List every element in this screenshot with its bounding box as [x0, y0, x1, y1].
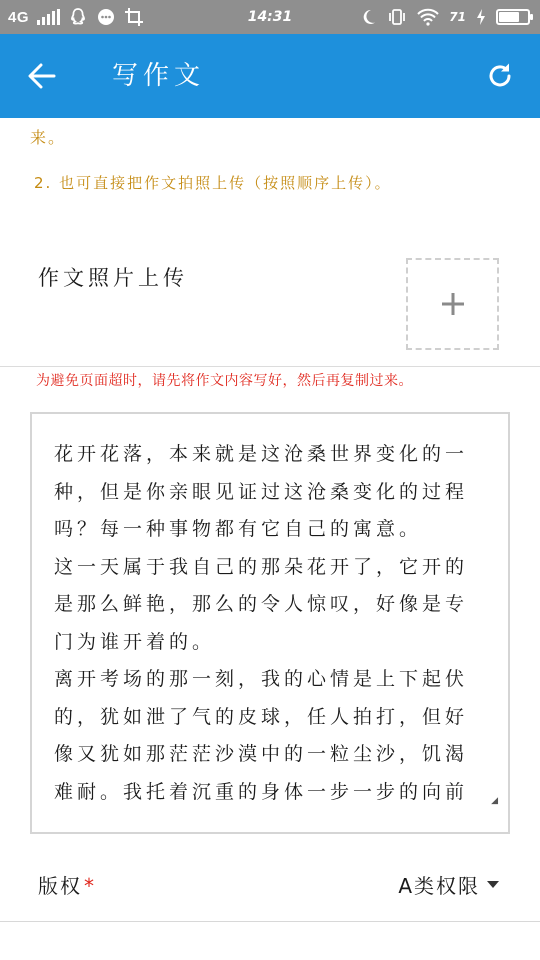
required-mark: *: [84, 874, 96, 898]
wifi-icon: [417, 8, 439, 26]
battery-icon: [496, 9, 530, 25]
divider: [0, 921, 540, 922]
tip-line-1: 来。: [30, 128, 67, 147]
copyright-label: [38, 870, 96, 899]
timeout-warning: 为避免页面超时，请先将作文内容写好，然后再复制过来。: [36, 373, 413, 389]
copyright-label-text: 版权: [38, 874, 82, 898]
moon-icon: [359, 8, 377, 26]
network-type: 4G: [8, 8, 30, 26]
app-bar: [0, 34, 540, 118]
page-title: 写作文: [112, 61, 206, 91]
caret-down-icon: [486, 879, 500, 889]
battery-percent: 71: [449, 10, 466, 24]
back-button[interactable]: [20, 56, 64, 96]
copyright-selected-value: A类权限: [398, 873, 480, 898]
photo-upload-button[interactable]: [406, 258, 499, 350]
arrow-left-icon: [28, 63, 56, 89]
plus-icon: [440, 291, 466, 317]
essay-content: 花开花落，本来就是这沧桑世界变化的一种，但是你亲眼见证过这沧桑变化的过程吗？每一种事物都有它自己的寓意。 这一天属于我自己的那朵花开了，它开的是那么鲜艳，那么的令人惊叹，好像是专门为谁开着的。 离开考场的那一刻，我的心情是上下起伏的，犹如泄了气的皮球，任人拍打，但好像又犹如那茫茫沙漠中的一粒尘沙，饥渴难耐。我托着沉重的身体一步一步的向前: [54, 443, 469, 803]
divider: [0, 366, 540, 367]
status-bar: [0, 0, 540, 34]
resize-handle-icon[interactable]: ◢: [491, 796, 498, 806]
photo-upload-label: 作文照片上传: [38, 266, 188, 290]
essay-textarea[interactable]: [30, 412, 510, 834]
refresh-button[interactable]: [478, 56, 522, 96]
refresh-icon: [486, 62, 514, 90]
tip-line-2: 2. 也可直接把作文拍照上传（按照顺序上传）。: [34, 174, 392, 192]
copyright-select[interactable]: [398, 866, 500, 902]
charging-icon: [476, 8, 486, 26]
vibrate-icon: [387, 7, 407, 27]
clock: 14:31: [247, 9, 293, 25]
